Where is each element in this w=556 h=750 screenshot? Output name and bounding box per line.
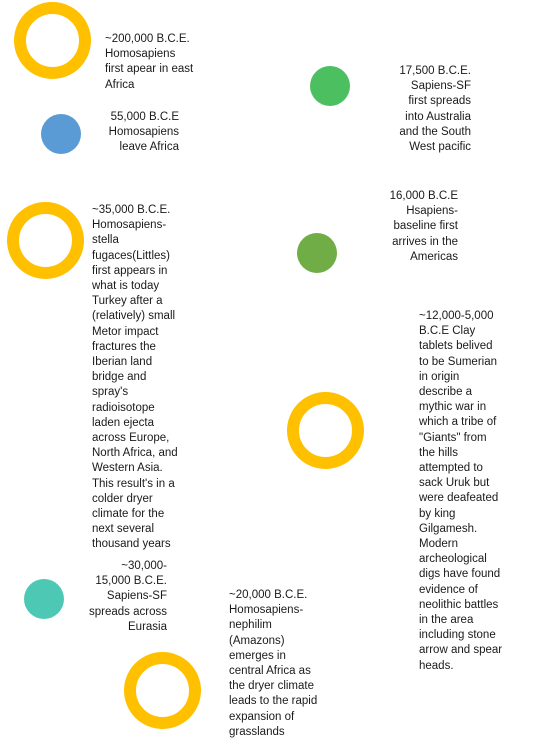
- event-5-text: ~20,000 B.C.E. Homosapiens- nephilim (Amazons) emerges in central Africa as the dryer climate leads to the rapid expansion of grasslands: [229, 589, 318, 738]
- event-4-text: ~30,000- 15,000 B.C.E. Sapiens-SF spreads across Eurasia: [89, 560, 167, 633]
- event-8-text: ~12,000-5,000 B.C.E Clay tablets belived to be Sumerian in origin describe a mythic war in which a tribe of "Giants" from the hills attempted to sack Uruk but were deafeated by king Gilgamesh. Modern archeological digs have found evidence of neolithic battles in the area including stone arrow and spear heads.: [419, 310, 503, 672]
- event-7-text: 16,000 B.C.E Hsapiens- baseline first arrives in the Americas: [389, 190, 458, 263]
- event-1-text: ~200,000 B.C.E. Homosapiens first apear in east Africa: [105, 33, 194, 91]
- event-8-ring-marker: [287, 392, 364, 469]
- event-6-text: 17,500 B.C.E. Sapiens-SF first spreads into Australia and the South West pacific: [399, 65, 471, 154]
- event-6-dot-marker: [310, 66, 350, 106]
- event-2-text: 55,000 B.C.E Homosapiens leave Africa: [108, 111, 179, 154]
- event-4-dot-marker: [24, 579, 64, 619]
- event-1-ring-marker: [14, 2, 91, 79]
- event-3-text: ~35,000 B.C.E. Homosapiens- stella fugaces(Littles) first appears in what is today Turkey after a (relatively) small Metor impact fractures the Iberian land bridge and spray's radioisotope laden ejecta across Europe, North Africa, and Western Asia. This result's in a colder dryer climate for the next several thousand years: [92, 204, 178, 551]
- event-5-ring-marker: [124, 652, 201, 729]
- event-3-ring-marker: [7, 202, 84, 279]
- event-7-dot-marker: [297, 233, 337, 273]
- event-2-dot-marker: [41, 114, 81, 154]
